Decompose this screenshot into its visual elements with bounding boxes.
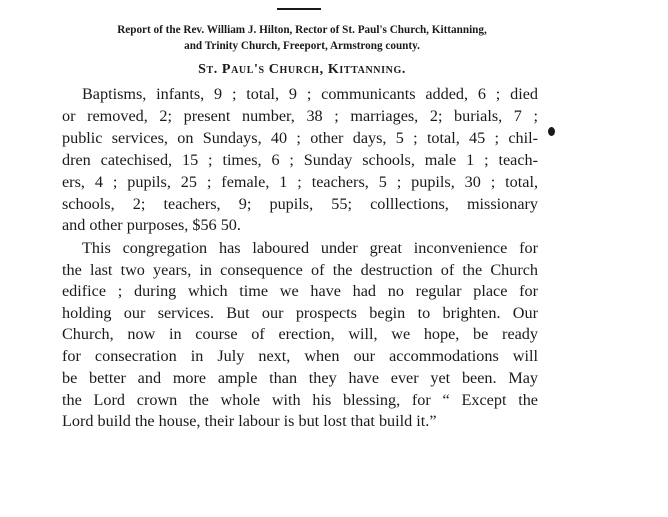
paragraph1-line: ers, 4 ; pupils, 25 ; female, 1 ; teachers, 5 ; pupils, 30 ; total,	[62, 173, 538, 191]
paragraph1-line: Baptisms, infants, 9 ; total, 9 ; communicants added, 6 ; died	[82, 85, 538, 103]
paragraph1-line: or removed, 2; present number, 38 ; marriages, 2; burials, 7 ;	[62, 107, 538, 125]
paragraph2-line: edifice ; during which time we have had no regular place for	[62, 282, 538, 300]
paragraph1-line: schools, 2; teachers, 9; pupils, 55; colllections, missionary	[62, 195, 538, 213]
paragraph2-line: Lord build the house, their labour is but lost that build it.”	[62, 412, 437, 430]
paragraph2-line: This congregation has laboured under great inconvenience for	[82, 239, 538, 257]
section-title: St. Paul's Church, Kittanning.	[198, 62, 406, 77]
report-heading-line-2: and Trinity Church, Freeport, Armstrong county.	[184, 40, 420, 52]
paragraph1-line: and other purposes, $56 50.	[62, 216, 241, 234]
paragraph2-line: Church, now in course of erection, will, we hope, be ready	[62, 325, 538, 343]
paragraph2-line: for consecration in July next, when our accommodations will	[62, 347, 538, 365]
paragraph2-line: be better and more ample than they have ever yet been. May	[62, 369, 538, 387]
paragraph2-line: the Lord crown the whole with his blessing, for “ Except the	[62, 391, 538, 409]
report-heading-line-1: Report of the Rev. William J. Hilton, Rector of St. Paul's Church, Kittanning,	[117, 24, 487, 36]
paragraph2-line: the last two years, in consequence of the destruction of the Church	[62, 261, 538, 279]
paragraph1-line: dren catechised, 15 ; times, 6 ; Sunday schools, male 1 ; teach-	[62, 151, 538, 169]
margin-ink-mark	[548, 127, 555, 136]
paragraph2-line: holding our services. But our prospects begin to brighten. Our	[62, 304, 538, 322]
paragraph1-line: public services, on Sundays, 40 ; other days, 5 ; total, 45 ; chil-	[62, 129, 538, 147]
top-rule	[277, 8, 321, 10]
